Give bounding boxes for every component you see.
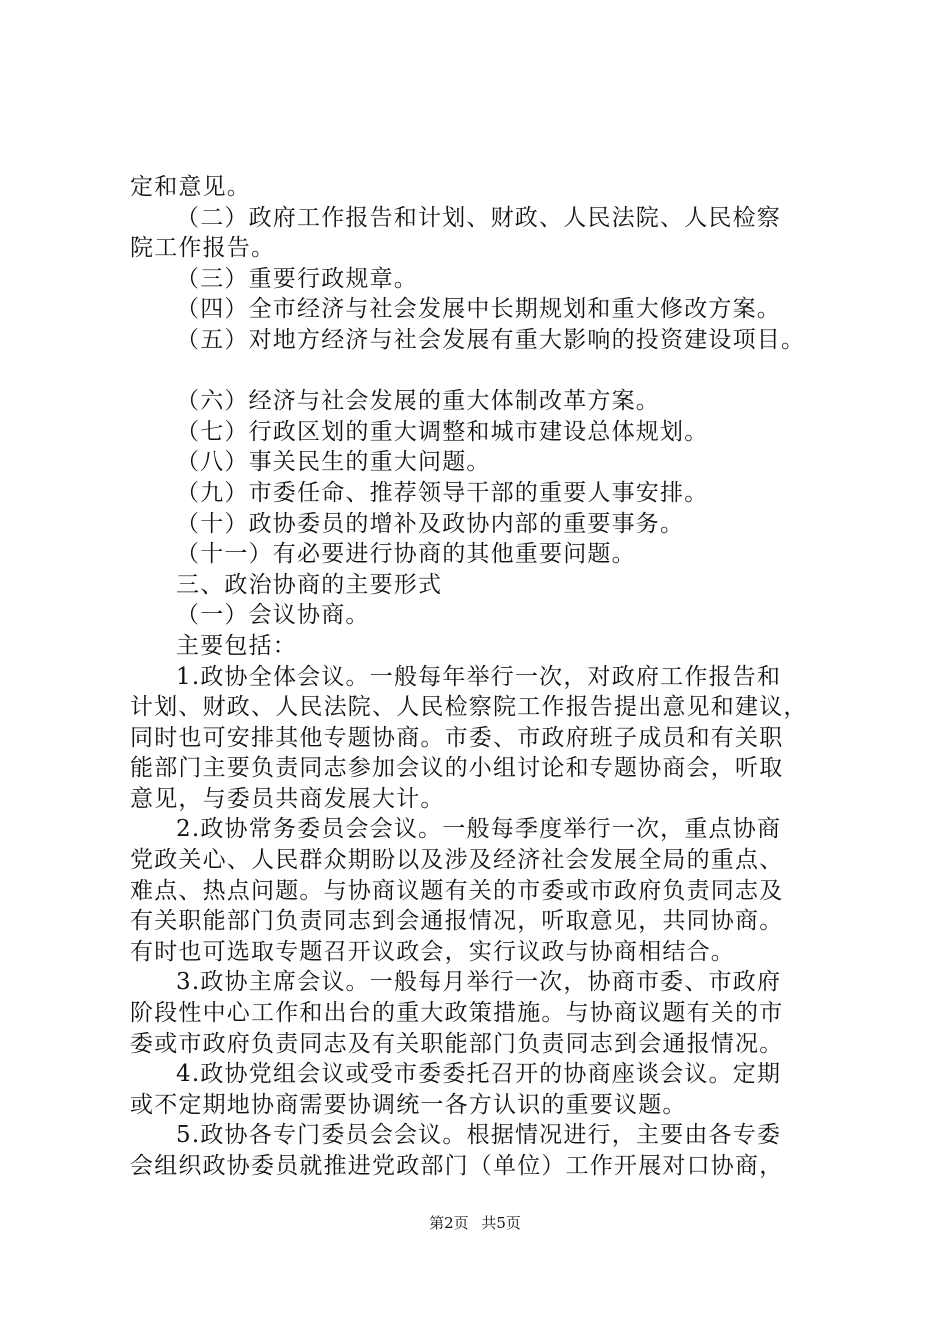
text-line: （六）经济与社会发展的重大体制改革方案。 <box>176 388 660 415</box>
page-number: 第2页 <box>429 1214 469 1232</box>
text-line: 院工作报告。 <box>130 235 276 262</box>
text-line: （十）政协委员的增补及政协内部的重要事务。 <box>176 510 685 537</box>
text-line: 3.政协主席会议。一般每月举行一次，协商市委、市政府 <box>176 969 782 996</box>
text-line: 能部门主要负责同志参加会议的小组讨论和专题协商会，听取 <box>130 755 784 782</box>
text-line: （八）事关民生的重大问题。 <box>176 449 491 476</box>
text-line: 同时也可安排其他专题协商。市委、市政府班子成员和有关职 <box>130 724 784 751</box>
document-body <box>130 172 842 1182</box>
text-line: 定和意见。 <box>130 174 251 200</box>
text-line: （三）重要行政规章。 <box>176 265 418 292</box>
text-line: 主要包括： <box>176 632 297 659</box>
text-line: 意见，与委员共商发展大计。 <box>130 785 445 812</box>
text-line: 计划、财政、人民法院、人民检察院工作报告提出意见和建议， <box>130 694 808 721</box>
text-line: （一）会议协商。 <box>176 602 370 629</box>
text-line: 有关职能部门负责同志到会通报情况，听取意见，共同协商。 <box>130 908 784 935</box>
text-line: （五）对地方经济与社会发展有重大影响的投资建设项目。 <box>176 326 806 353</box>
page-total: 共5页 <box>481 1214 521 1232</box>
text-line: 5.政协各专门委员会会议。根据情况进行，主要由各专委 <box>176 1122 782 1149</box>
text-line: 2.政协常务委员会会议。一般每季度举行一次，重点协商 <box>176 816 782 843</box>
text-line: 有时也可选取专题召开议政会，实行议政与协商相结合。 <box>130 938 735 965</box>
text-line: 党政关心、人民群众期盼以及涉及经济社会发展全局的重点、 <box>130 847 784 874</box>
page-footer <box>0 1213 950 1233</box>
text-line: 委或市政府负责同志及有关职能部门负责同志到会通报情况。 <box>130 1030 784 1057</box>
text-line: 1.政协全体会议。一般每年举行一次，对政府工作报告和 <box>176 663 782 690</box>
text-line: 阶段性中心工作和出台的重大政策措施。与协商议题有关的市 <box>130 1000 784 1027</box>
blank-line <box>130 356 842 387</box>
text-line: （十一）有必要进行协商的其他重要问题。 <box>176 541 636 568</box>
text-line: （四）全市经济与社会发展中长期规划和重大修改方案。 <box>176 296 781 323</box>
text-line: （九）市委任命、推荐领导干部的重要人事安排。 <box>176 479 709 506</box>
text-line: 4.政协党组会议或受市委委托召开的协商座谈会议。定期 <box>176 1061 782 1088</box>
text-line: （七）行政区划的重大调整和城市建设总体规划。 <box>176 418 709 445</box>
text-line: 会组织政协委员就推进党政部门（单位）工作开展对口协商， <box>130 1153 784 1179</box>
text-line: （二）政府工作报告和计划、财政、人民法院、人民检察 <box>176 204 781 231</box>
text-line: 难点、热点问题。与协商议题有关的市委或市政府负责同志及 <box>130 877 784 904</box>
text-line: 或不定期地协商需要协调统一各方认识的重要议题。 <box>130 1091 687 1118</box>
text-line: 三、政治协商的主要形式 <box>176 571 443 598</box>
